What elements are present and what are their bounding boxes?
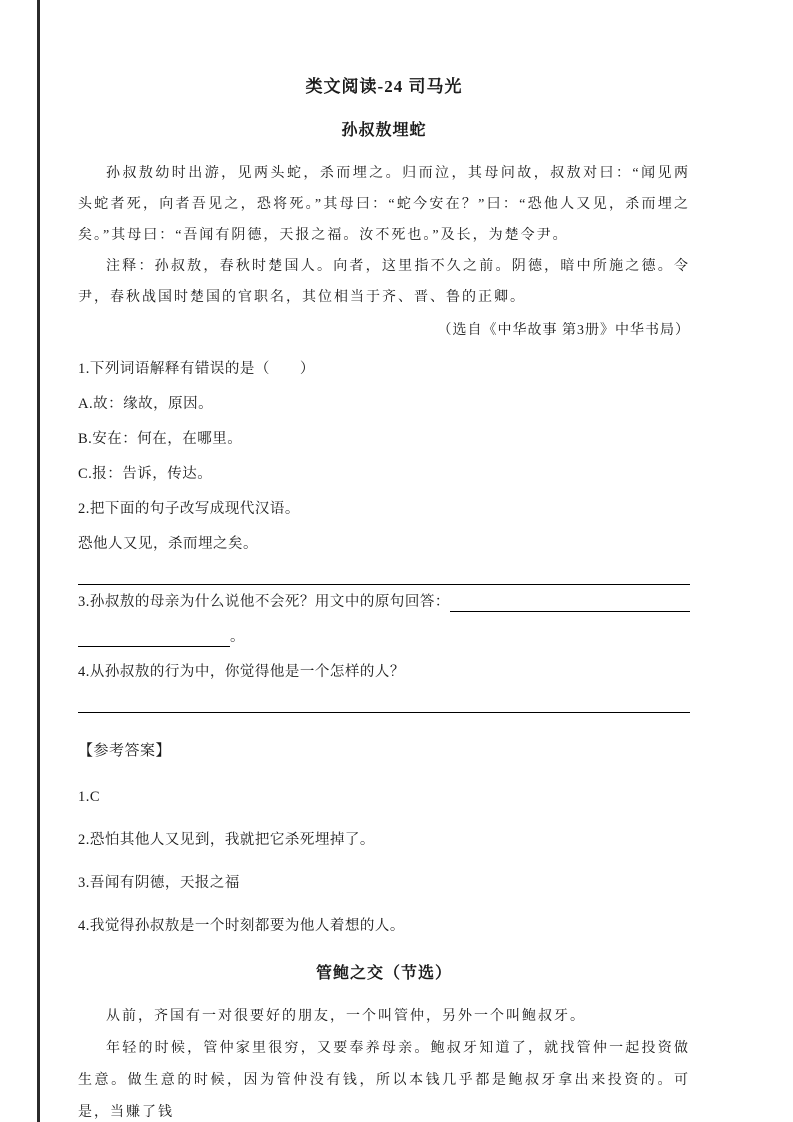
answer-rule-line [78,712,690,713]
section-2-paragraph-1: 从前，齐国有一对很要好的朋友，一个叫管仲，另外一个叫鲍叔牙。 [106,1009,586,1024]
question-4: 4.从孙叔敖的行为中，你觉得他是一个怎样的人？ [78,664,405,680]
answer-2: 2.恐怕其他人又见到，我就把它杀死埋掉了。 [78,832,375,848]
answer-blank [78,646,230,647]
section-1-heading: 孙叔敖埋蛇 [341,122,427,139]
reference-answers-heading: 【参考答案】 [78,743,172,759]
question-1: 1.下列词语解释有错误的是（ ） [78,361,315,377]
question-3 [78,585,690,620]
section-1-note-paragraph: 注释：孙叔敖，春秋时楚国人。向者，这里指不久之前。阴德，暗中所施之德。令尹，春秋战国时楚国的官职名，其位相当于齐、晋、鲁的正卿。 [78,259,690,305]
question-2-sentence: 恐他人又见，杀而埋之矣。 [78,536,258,552]
answer-1: 1.C [78,789,101,805]
document-title: 类文阅读-24 司马光 [305,77,463,96]
question-2: 2.把下面的句子改写成现代汉语。 [78,501,300,517]
section-2-heading: 管鲍之交（节选） [315,965,452,982]
question-1-option-c: C.报：告诉，传达。 [78,466,213,482]
answer-4: 4.我觉得孙叔敖是一个时刻都要为他人着想的人。 [78,918,405,934]
source-attribution: （选自《中华故事 第3册》中华书局） [437,323,690,338]
section-2-paragraph-2: 年轻的时候，管仲家里很穷，又要奉养母亲。鲍叔牙知道了，就找管仲一起投资做生意。做生意的时候，因为管仲没有钱，所以本钱几乎都是鲍叔牙拿出来投资的。可是，当赚了钱 [78,1041,690,1120]
question-3-text: 3.孙叔敖的母亲为什么说他不会死？用文中的原句回答： [78,594,450,610]
question-1-option-a: A.故：缘故，原因。 [78,396,214,412]
page-content [78,72,690,1122]
answer-blank [450,611,690,612]
question-1-option-b: B.安在：何在，在哪里。 [78,431,243,447]
question-3-period: 。 [230,629,245,645]
page-edge-line [37,0,40,1122]
section-1-body-paragraph: 孙叔敖幼时出游，见两头蛇，杀而埋之。归而泣，其母问故，叔敖对曰：“闻见两头蛇者死，向者吾见之，恐将死。”其母曰：“蛇今安在？”曰：“恐他人又见，杀而埋之矣。”其母曰：“吾闻有阴德，天报之福。汝不死也。”及长，为楚令尹。 [78,166,690,243]
question-3-continued [78,620,690,655]
answer-3: 3.吾闻有阴德，天报之福 [78,875,240,891]
